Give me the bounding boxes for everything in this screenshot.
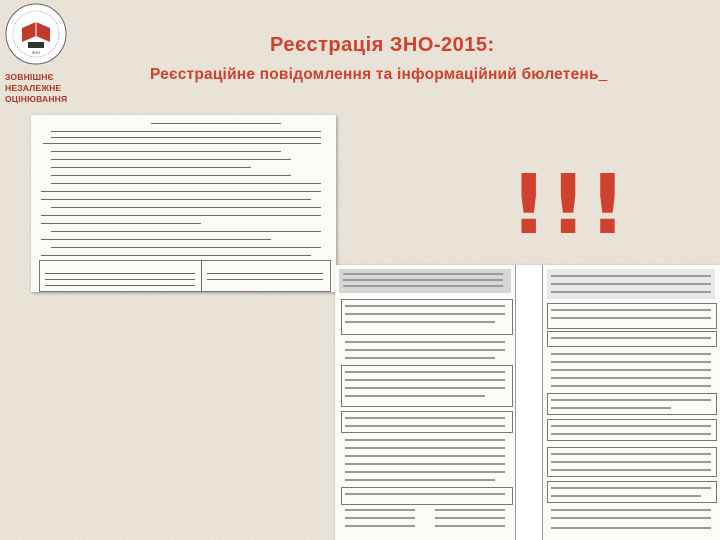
logo-line-1: ЗОВНІШНЄ [5,72,54,82]
slide-title: Реєстрація ЗНО-2015: [270,34,495,56]
logo-line-3: ОЦІНЮВАННЯ [5,94,68,104]
exclamation-marks: !!! [510,158,629,253]
registration-notice-image [31,115,336,292]
slide-subtitle-text: Реєстраційне повідомлення та інформаційний бюлетень [150,66,599,83]
slide-subtitle: Реєстраційне повідомлення та інформаційний бюлетень_ [150,66,608,83]
svg-text:ЗНО: ЗНО [31,50,41,55]
zno-logo [4,2,68,66]
logo-line-2: НЕЗАЛЕЖНЕ [5,83,62,93]
info-bulletin-image [335,265,720,540]
bulletin-spine [515,265,543,540]
logo-caption [5,72,67,105]
